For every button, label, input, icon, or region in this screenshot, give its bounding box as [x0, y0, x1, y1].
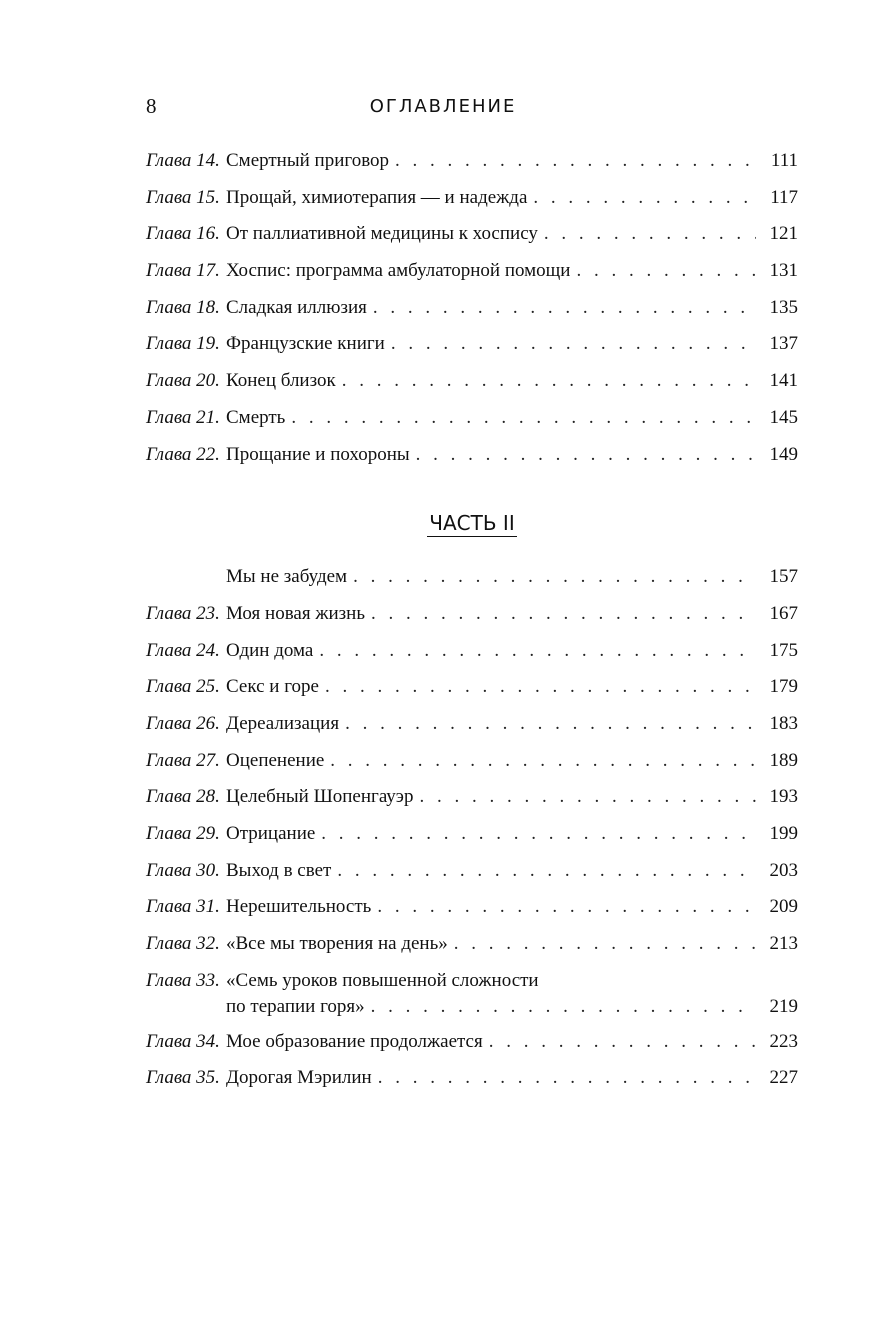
entry-title: Прощай, химиотерапия — и надежда [226, 186, 528, 208]
entry-page: 141 [769, 370, 798, 392]
leader-dots [342, 370, 756, 392]
leader-dots [544, 223, 756, 245]
toc-entry[interactable] [146, 1067, 798, 1104]
leader-dots [353, 566, 756, 588]
chapter-label: Глава 20. [146, 370, 220, 392]
chapter-label: Глава 29. [146, 823, 220, 844]
chapter-label: Глава 15. [146, 186, 220, 208]
entry-page: 135 [769, 296, 798, 318]
chapter-label: Глава 17. [146, 260, 220, 282]
chapter-label: Глава 31. [146, 896, 220, 918]
entry-page: 219 [769, 995, 798, 1017]
leader-dots [419, 786, 756, 808]
chapter-label: Глава 16. [146, 223, 220, 245]
chapter-label: Глава 19. [146, 333, 220, 355]
chapter-label: Глава 35. [146, 1067, 220, 1089]
entry-page: 111 [770, 150, 798, 171]
table-of-contents [146, 150, 798, 1104]
entry-title: Дорогая Мэрилин [226, 1067, 372, 1089]
running-title: ОГЛАВЛЕНИЕ [369, 96, 517, 117]
entry-page: 179 [769, 676, 798, 698]
toc-entry[interactable] [146, 260, 798, 297]
entry-title: Мое образование продолжается [226, 1030, 483, 1052]
leader-dots [337, 860, 756, 882]
chapter-label: Глава 27. [146, 749, 220, 771]
entry-title: Нерешительность [226, 896, 372, 918]
entry-title: «Все мы творения на день» [226, 933, 448, 955]
leader-dots [345, 713, 756, 735]
leader-dots [576, 260, 756, 282]
leader-dots [378, 1067, 756, 1089]
entry-page: 213 [769, 933, 798, 955]
part1-list [146, 150, 798, 480]
leader-dots [395, 150, 756, 172]
chapter-label: Глава 25. [146, 676, 220, 698]
entry-title: Оцепенение [226, 749, 325, 771]
entry-title: Секс и горе [226, 676, 319, 698]
entry-page: 209 [769, 896, 798, 918]
leader-dots [533, 187, 756, 209]
leader-dots [319, 640, 756, 662]
entry-title: Один дома [226, 639, 314, 661]
entry-title: Целебный Шопенгауэр [226, 786, 414, 808]
toc-entry[interactable] [146, 444, 798, 481]
leader-dots [454, 933, 756, 955]
entry-page: 227 [769, 1067, 798, 1089]
toc-entry[interactable] [146, 823, 798, 860]
entry-title: Моя новая жизнь [226, 602, 365, 624]
toc-entry[interactable] [146, 1031, 798, 1068]
entry-page: 183 [769, 712, 798, 734]
part-heading [146, 480, 798, 566]
chapter-label: Глава 26. [146, 712, 220, 734]
leader-dots [371, 996, 756, 1018]
entry-title: Смерть [226, 406, 286, 428]
entry-title: Мы не забудем [226, 566, 348, 588]
chapter-label: Глава 34. [146, 1030, 220, 1052]
toc-entry[interactable] [146, 860, 798, 897]
entry-title: Прощание и похороны [226, 443, 410, 465]
entry-page: 117 [770, 186, 798, 208]
entry-page: 203 [769, 859, 798, 881]
leader-dots [373, 297, 756, 319]
entry-page: 149 [769, 443, 798, 465]
entry-page: 145 [769, 406, 798, 428]
toc-entry[interactable] [146, 750, 798, 787]
chapter-label: Глава 14. [146, 150, 220, 171]
part2-tail-list [146, 1031, 798, 1104]
chapter-label: Глава 30. [146, 859, 220, 881]
chapter-label: Глава 22. [146, 443, 220, 465]
toc-entry[interactable] [146, 223, 798, 260]
leader-dots [416, 444, 756, 466]
entry-page: 175 [769, 639, 798, 661]
entry-page: 157 [769, 566, 798, 588]
toc-entry[interactable] [146, 297, 798, 334]
leader-dots [291, 407, 756, 429]
toc-entry[interactable] [146, 933, 798, 970]
entry-page: 223 [769, 1030, 798, 1052]
entry-title: Французские книги [226, 333, 385, 355]
chapter-label: Глава 33. [146, 969, 220, 991]
entry-page: 131 [769, 260, 798, 282]
chapter-label: Глава 23. [146, 602, 220, 624]
toc-entry[interactable] [146, 786, 798, 823]
toc-entry[interactable] [146, 896, 798, 933]
leader-dots [321, 823, 756, 845]
entry-title: Дереализация [226, 712, 340, 734]
entry-title: Смертный приговор [226, 150, 390, 171]
leader-dots [325, 676, 756, 698]
entry-page: 167 [769, 602, 798, 624]
toc-entry[interactable] [146, 187, 798, 224]
part2-heading: ЧАСТЬ II [429, 511, 515, 536]
toc-entry[interactable] [146, 640, 798, 677]
chapter-label: Глава 24. [146, 639, 220, 661]
toc-entry[interactable] [146, 566, 798, 603]
entry-title: Отрицание [226, 823, 316, 844]
leader-dots [489, 1031, 756, 1053]
entry-title: Конец близок [226, 370, 336, 392]
toc-entry[interactable] [146, 407, 798, 444]
entry-title: Выход в свет [226, 859, 332, 881]
leader-dots [330, 750, 756, 772]
chapter-label: Глава 21. [146, 406, 220, 428]
entry-title-continued: по терапии горя» [226, 995, 365, 1017]
leader-dots [391, 333, 756, 355]
toc-entry[interactable] [146, 676, 798, 713]
entry-page: 189 [769, 749, 798, 771]
entry-title: Сладкая иллюзия [226, 296, 367, 318]
entry-page: 137 [769, 333, 798, 355]
leader-dots [377, 896, 756, 918]
toc-entry[interactable] [146, 150, 798, 187]
chapter-label: Глава 18. [146, 296, 220, 318]
entry-title: «Семь уроков повышенной сложности [226, 969, 539, 991]
entry-title: От паллиативной медицины к хоспису [226, 223, 538, 245]
leader-dots [371, 603, 756, 625]
entry-page: 193 [769, 786, 798, 808]
entry-page: 121 [769, 223, 798, 245]
entry-title: Хоспис: программа амбулаторной помощи [226, 260, 571, 282]
toc-entry[interactable] [146, 970, 798, 1031]
toc-entry[interactable] [146, 603, 798, 640]
toc-entry[interactable] [146, 370, 798, 407]
toc-entry[interactable] [146, 333, 798, 370]
chapter-label: Глава 32. [146, 933, 220, 955]
chapter-label: Глава 28. [146, 786, 220, 808]
entry-page: 199 [769, 823, 798, 844]
page-number: 8 [146, 94, 157, 118]
part2-list [146, 566, 798, 970]
toc-entry[interactable] [146, 713, 798, 750]
